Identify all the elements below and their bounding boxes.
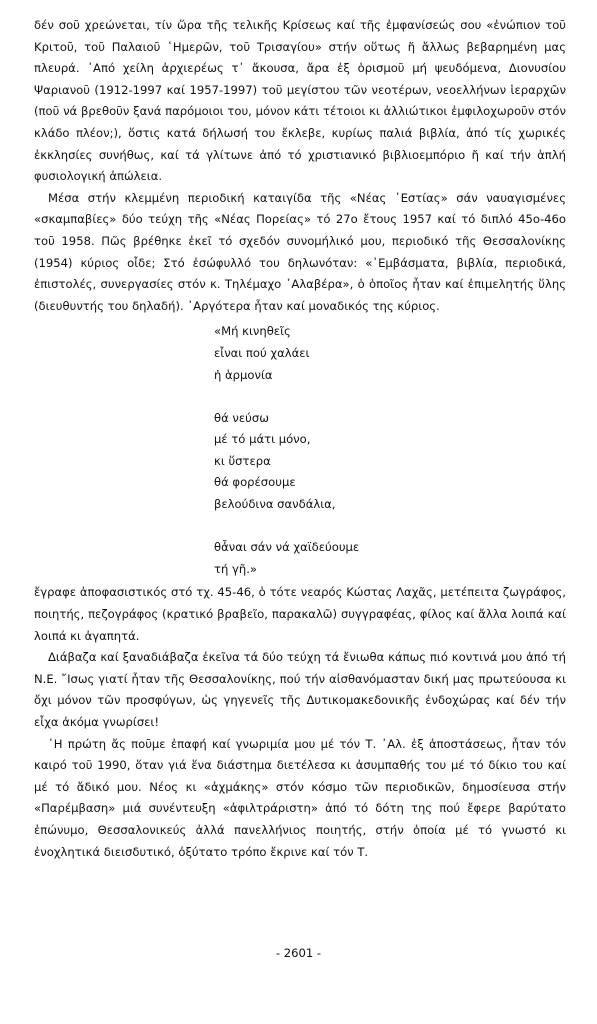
poem-line: τή γῆ.» xyxy=(214,561,258,576)
stanza-break xyxy=(214,516,566,538)
poem-line: «Μή κινηθεῖς xyxy=(214,324,291,339)
poem-line: θά φορέσουμε xyxy=(214,475,296,490)
poem-line: εἶναι πού χαλάει xyxy=(214,345,310,360)
poem-line: θά νεύσω xyxy=(214,410,269,425)
stanza-break xyxy=(214,386,566,408)
poem-line: μέ τό μάτι μόνο, xyxy=(214,432,311,447)
paragraph-first-contact: ῾Η πρώτη ἄς ποῦμε ἐπαφή καί γνωριμία μου μέ τόν Τ. ᾿Αλ. ἐξ ἀποστάσεως, ἦταν τόν καιρό τοῦ 1990, ὅταν γιά ἕνα διάστημα διετέλεσα κι ἀσυμπαθής του μέ τό δίκιο του καί μέ τό ἄδικό μου. Νέος κι «ἀχμάκης» στόν κόσμο τῶν περιοδικῶν, δημοσίευσα στήν «Παρέμβαση» μιά συνέντευξη «ἀφιλτράριστη» ἀπό τό δότη της πού ἔφερε βαρύτατο ἐπώνυμο, Θεσσαλονικεύς ἀλλά πανελλήνιος ποιητής, στήν ὁποία μέ τό γνωστό κι ἐνοχλητικά διεισδυτικό, ὀξύτατο τρόπο ἔκρινε καί τόν Τ. xyxy=(34,736,566,859)
poem-line: ἡ ἁρμονία xyxy=(214,367,273,382)
paragraph-after-poem: ἔγραφε ἀποφασιστικός στό τχ. 45-46, ὁ τότε νεαρός Κώστας Λαχᾶς, μετέπειτα ζωγράφος, ποιητής, πεζογράφος (κρατικό βραβεῖο, παρακαλῶ) συγγραφέας, φίλος καί ἄλλα λοιπά καί λοιπά κι ἀγαπητά. xyxy=(34,585,566,643)
paragraph-nea-poreia: Μέσα στήν κλεμμένη περιοδική καταιγίδα τῆς «Νέας ῾Εστίας» σάν ναυαγισμένες «σκαμπαβίες» δύο τεύχη τῆς «Νέας Πορείας» τό 27ο ἔτους 1957 καί τό διπλό 45ο-46ο τοῦ 1958. Πῶς βρέθηκε ἐκεῖ τό σχεδόν συνομήλικό μου, περιοδικό τῆς Θεσσαλονίκης (1954) κύριος οἶδε; Στό ἐσώφυλλό του δηλωνόταν: «᾿Εμβάσματα, βιβλία, περιοδικά, ἐπιστολές, συνεργασίες στόν κ. Τηλέμαχο ᾿Αλαβέρα», ὁ ὁποῖος ἦταν καί ἐπιμελητής ὕλης (διευθυντής του δηλαδή). ᾿Αργότερα ἦταν καί μοναδικός της κύριος. xyxy=(34,190,566,313)
paragraph-thessaloniki: Διάβαζα καί ξαναδιάβαζα ἐκεῖνα τά δύο τεύχη τά ἔνιωθα κάπως πιό κοντινά μου ἀπό τή Ν.Ε. ῎Ισως γιατί ἦταν τῆς Θεσσαλονίκης, πού τήν αἰσθανόμασταν δική μας πρωτεύουσα κι ὄχι μόνον τῶν προσφύγων, ὡς γηγενεῖς τῆς Δυτικομακεδονικῆς ἐνδοχώρας καί δέν τήν εἶχα ἀκόμα γνωρίσει! xyxy=(34,650,566,729)
poem-quote xyxy=(214,321,566,580)
poem-line: κι ὕστερα xyxy=(214,453,271,468)
paragraph-continuation: δέν σοῦ χρεώνεται, τίν ὥρα τῆς τελικῆς Κρίσεως καί τῆς ἐμφανίσεώς σου «ἐνώπιον τοῦ Κριτοῦ, τοῦ Παλαιοῦ ῾Ημερῶν, τοῦ Τρισαγίου» στήν οὕτως ἤ ἄλλως βεβαρημένη μας πλευρά. ᾿Από χείλη ἀρχιερέως τ᾿ ἄκουσα, ἄρα ἐξ ὁρισμοῦ μή ψευδόμενα, Διονυσίου Ψαριανοῦ (1912-1997 καί 1957-1997) τοῦ μεγίστου τῶν νεοτέρων, νεοελλήνων ἱεραρχῶν (ποῦ νά βρεθοῦν ξανά παρόμοιοι του, μόνον κάτι τέτοιοι κι ἀλλιώτικοι ἐμφιλοχωροῦν στόν κλάδο πλέον;), ὅστις κατά δήλωσή του ἔκλεβε, κυρίως παλιά βιβλία, ἀπό τίς χωρικές ἐκκλησίες συνήθως, καί τά γλίτωνε ἀπό τό χριστιανικό βιβλιοεμπόριο ἤ καί τήν ἁπλή φυσιολογική ἀπώλεια. xyxy=(34,18,566,184)
page-number: - 2601 - xyxy=(275,946,322,960)
poem-line: θἆναι σάν νά χαϊδεύουμε xyxy=(214,540,360,555)
poem-line: βελούδινα σανδάλια, xyxy=(214,497,336,512)
page-body xyxy=(34,15,566,863)
